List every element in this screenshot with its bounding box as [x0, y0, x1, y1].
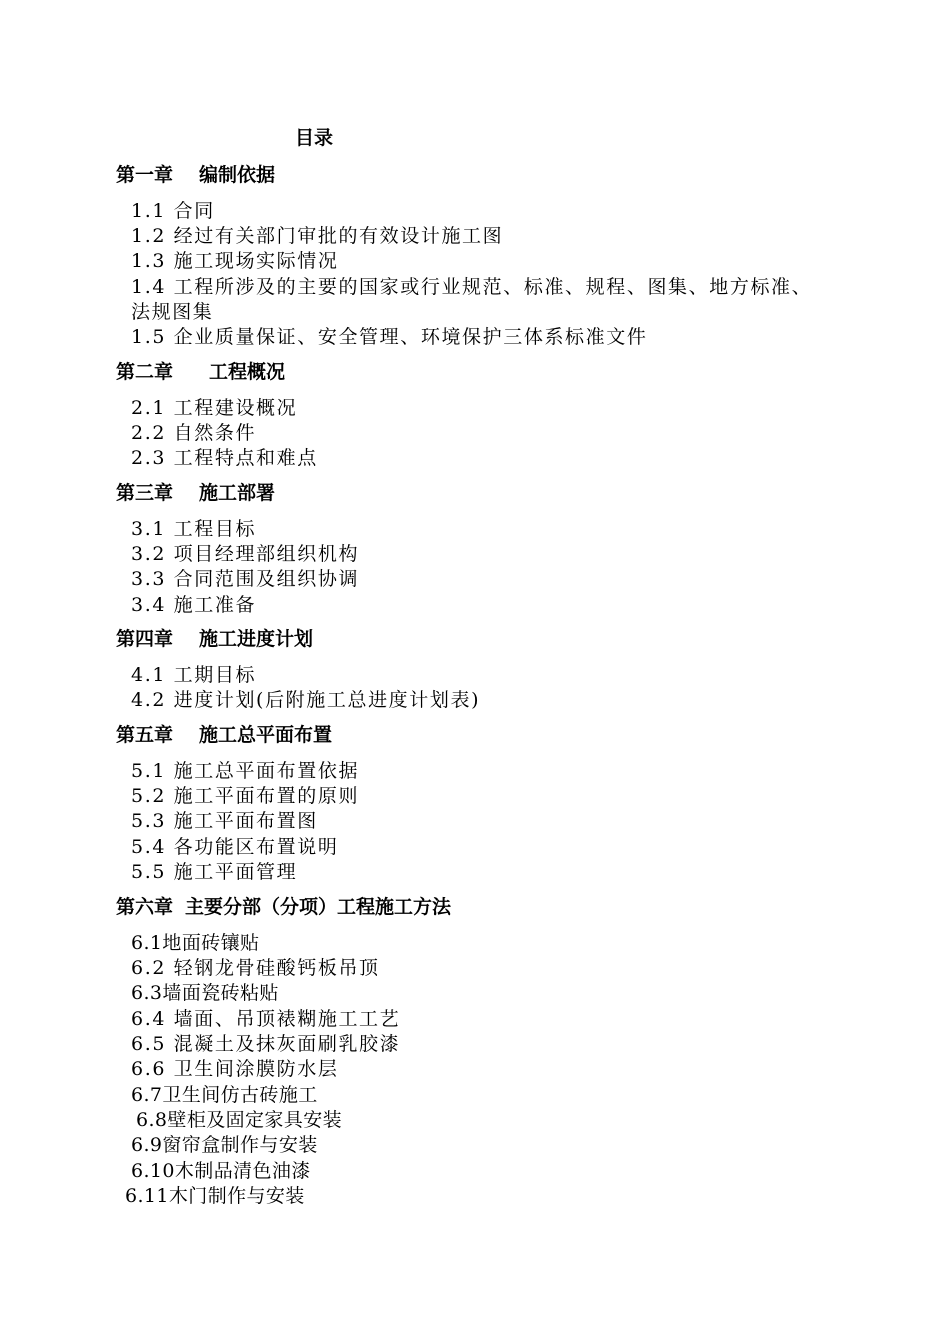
- toc-entry: 6.4 墙面、吊顶裱糊施工工艺: [131, 1008, 401, 1030]
- toc-entry: 1.2 经过有关部门审批的有效设计施工图: [131, 225, 504, 247]
- chapter-title: 施工部署: [199, 482, 276, 504]
- chapter-title: 施工进度计划: [199, 628, 314, 650]
- toc-entry: 1.5 企业质量保证、安全管理、环境保护三体系标准文件: [131, 326, 648, 348]
- chapter-heading: [116, 478, 275, 505]
- chapter-heading: [116, 892, 451, 919]
- toc-entry: 3.1 工程目标: [131, 518, 257, 540]
- toc-entry: 5.5 施工平面管理: [131, 861, 298, 883]
- chapter-heading: [116, 357, 285, 384]
- toc-entry: 2.3 工程特点和难点: [131, 447, 318, 469]
- toc-entry: 6.3墙面瓷砖粘贴: [131, 982, 279, 1004]
- toc-entry: 3.4 施工准备: [131, 594, 257, 616]
- chapter-title: 编制依据: [199, 164, 276, 186]
- chapter-number: 第一章: [116, 164, 174, 186]
- chapter-heading: [116, 624, 313, 651]
- toc-entry: 6.11木门制作与安装: [125, 1185, 305, 1207]
- page-title: 目录: [295, 127, 334, 149]
- toc-entry: 2.2 自然条件: [131, 422, 257, 444]
- toc-entry: 3.3 合同范围及组织协调: [131, 568, 360, 590]
- toc-entry: 5.2 施工平面布置的原则: [131, 785, 360, 807]
- toc-entry: 6.10木制品清色油漆: [131, 1160, 311, 1182]
- toc-entry: 6.6 卫生间涂膜防水层: [131, 1058, 339, 1080]
- chapter-heading: [116, 160, 275, 187]
- chapter-number: 第三章: [116, 482, 174, 504]
- chapter-number: 第六章: [116, 896, 174, 918]
- chapter-title: 工程概况: [209, 361, 286, 383]
- toc-entry: 6.7卫生间仿古砖施工: [131, 1084, 318, 1106]
- toc-entry: 1.3 施工现场实际情况: [131, 250, 339, 272]
- chapter-number: 第五章: [116, 724, 174, 746]
- toc-entry: 1.1 合同: [131, 200, 215, 222]
- chapter-number: 第四章: [116, 628, 174, 650]
- chapter-number: 第二章: [116, 361, 174, 383]
- toc-entry: 5.4 各功能区布置说明: [131, 836, 339, 858]
- chapter-heading: [116, 720, 332, 747]
- toc-entry: 6.5 混凝土及抹灰面刷乳胶漆: [131, 1033, 401, 1055]
- toc-entry: 6.2 轻钢龙骨硅酸钙板吊顶: [131, 957, 380, 979]
- chapter-title: 主要分部（分项）工程施工方法: [185, 896, 452, 918]
- toc-entry: 6.1地面砖镶贴: [131, 932, 260, 954]
- toc-entry: 1.4 工程所涉及的主要的国家或行业规范、标准、规程、图集、地方标准、: [131, 276, 813, 298]
- toc-entry: 4.2 进度计划(后附施工总进度计划表): [131, 689, 481, 711]
- toc-entry: 3.2 项目经理部组织机构: [131, 543, 360, 565]
- toc-entry: 5.3 施工平面布置图: [131, 810, 318, 832]
- toc-entry: 2.1 工程建设概况: [131, 397, 298, 419]
- toc-entry: 4.1 工期目标: [131, 664, 257, 686]
- chapter-title: 施工总平面布置: [199, 724, 333, 746]
- toc-entry: 6.8壁柜及固定家具安装: [136, 1109, 343, 1131]
- toc-entry: 6.9窗帘盒制作与安装: [131, 1134, 318, 1156]
- toc-entry: 5.1 施工总平面布置依据: [131, 760, 360, 782]
- toc-entry-continuation: 法规图集: [131, 301, 214, 323]
